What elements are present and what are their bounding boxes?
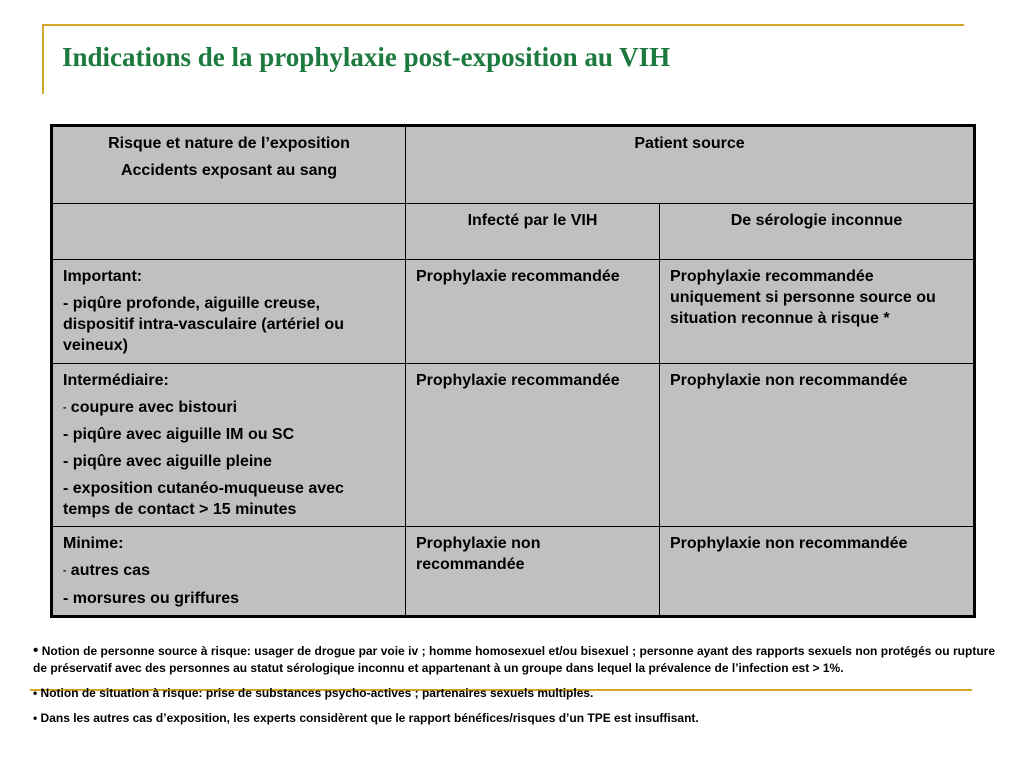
footnote-3: • Dans les autres cas d’exposition, les experts considèrent que le rapport bénéfices/risques d’un TPE est insuffisant. <box>33 711 699 725</box>
risk-item-text: autres cas <box>70 562 150 580</box>
subheader-empty-cell <box>52 204 406 260</box>
footnote-1-text: Notion de personne source à risque: usager de drogue par voie iv ; homme homosexuel et/ou bisexuel ; personne ayant des rapports sexuels non protégés ou rupture de préservatif avec des personnes au statut sérologique inconnu et appartenant à un groupe dans lequel la prévalence de l’infection est > 1%. <box>33 644 995 675</box>
table-header-row <box>52 126 975 204</box>
header-risk-line1: Risque et nature de l’exposition <box>108 135 350 152</box>
risk-title: Important: <box>63 268 143 285</box>
header-risk-line2: Accidents exposant au sang <box>120 162 338 179</box>
risk-item: - morsures ou griffures <box>63 589 240 607</box>
table-row <box>52 364 975 527</box>
dash-marker: - <box>63 565 67 577</box>
table-subheader-row <box>52 204 975 260</box>
table-row <box>52 260 975 364</box>
footnote-2: • Notion de situation à risque: prise de substances psycho-actives ; partenaires sexuels multiples. <box>33 686 594 700</box>
table-row <box>52 527 975 616</box>
subheader-unknown-cell: De sérologie inconnue <box>660 204 975 260</box>
header-source-cell: Patient source <box>406 126 975 204</box>
risk-item <box>63 397 395 418</box>
infected-cell: Prophylaxie recommandée <box>406 260 660 364</box>
risk-item-text: coupure avec bistouri <box>70 399 238 416</box>
risk-item <box>63 560 395 581</box>
unknown-cell: Prophylaxie non recommandée <box>660 527 975 616</box>
risk-title: Intermédiaire: <box>63 372 169 389</box>
slide-title: Indications de la prophylaxie post-exposition au VIH <box>62 42 671 72</box>
footnotes <box>33 642 995 735</box>
risk-cell <box>52 364 406 527</box>
prophylaxis-table <box>50 124 976 618</box>
unknown-cell: Prophylaxie recommandée uniquement si personne source ou situation reconnue à risque * <box>660 260 975 364</box>
risk-cell <box>52 260 406 364</box>
risk-cell <box>52 527 406 616</box>
risk-item: - piqûre avec aiguille IM ou SC <box>63 426 295 444</box>
footnote-1 <box>33 642 995 677</box>
infected-cell: Prophylaxie non recommandée <box>406 527 660 616</box>
risk-item: - piqûre profonde, aiguille creuse, dispositif intra-vasculaire (artériel ou veineux) <box>63 295 344 354</box>
risk-item: - piqûre avec aiguille pleine <box>63 453 272 471</box>
unknown-cell: Prophylaxie non recommandée <box>660 364 975 527</box>
header-risk-cell <box>52 126 406 204</box>
infected-cell: Prophylaxie recommandée <box>406 364 660 527</box>
risk-title: Minime: <box>63 535 124 553</box>
risk-item: - exposition cutanéo-muqueuse avec temps de contact > 15 minutes <box>63 480 344 519</box>
dash-marker: - <box>63 402 67 414</box>
subheader-infected-cell: Infecté par le VIH <box>406 204 660 260</box>
bullet-marker: • <box>33 642 39 659</box>
left-rule <box>42 24 44 94</box>
top-rule <box>42 24 964 26</box>
